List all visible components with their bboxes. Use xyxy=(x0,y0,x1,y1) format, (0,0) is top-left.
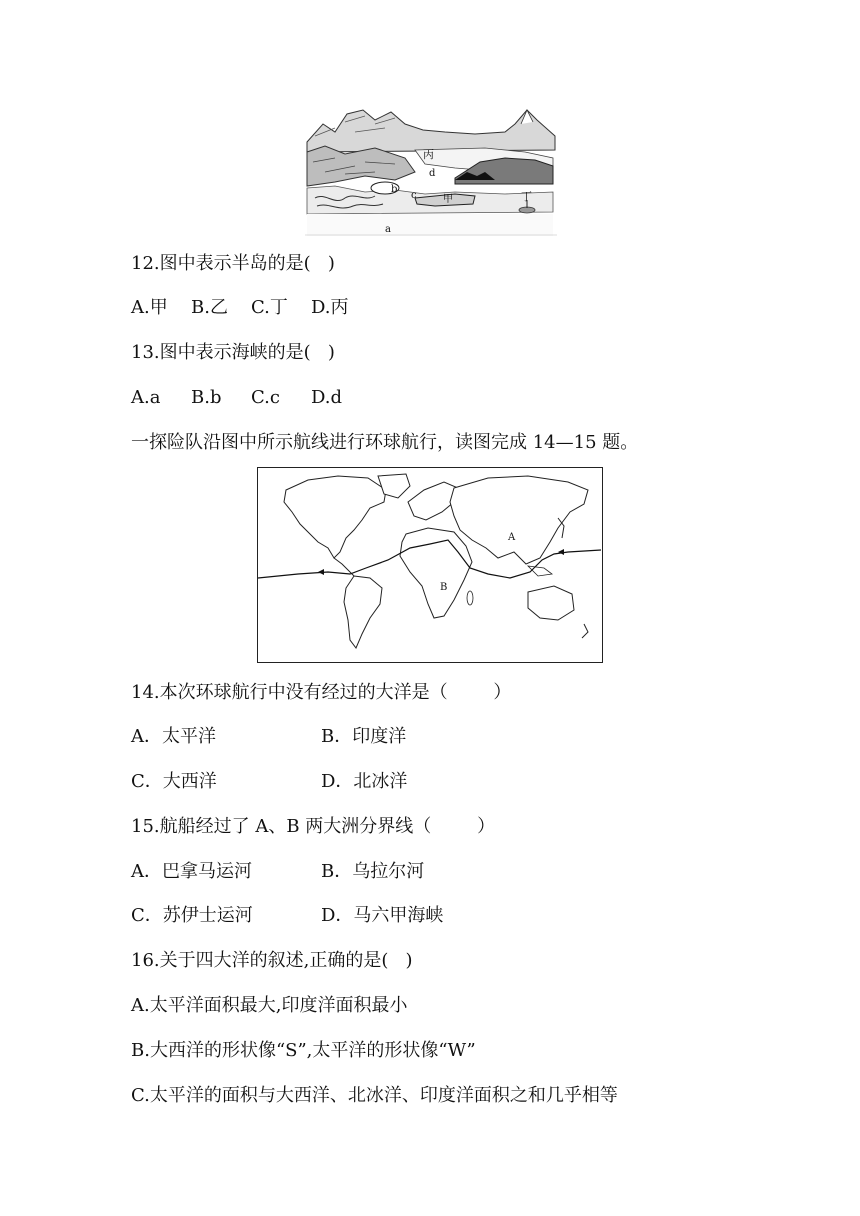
question-12-option-b: B.乙 xyxy=(191,297,228,318)
question-14-option-b: B．印度洋 xyxy=(321,726,407,747)
label-jia: 甲 xyxy=(443,194,453,205)
question-15-option-d: D．马六甲海峡 xyxy=(321,905,444,926)
label-bing: 丙 xyxy=(423,148,434,161)
question-15-option-c: C．苏伊士运河 xyxy=(131,905,253,926)
question-14-stem: 14.本次环球航行中没有经过的大洋是（ ） xyxy=(131,682,512,703)
question-14-options-row1 xyxy=(131,725,531,749)
label-continent-a: A xyxy=(508,532,516,543)
landform-sketch-figure xyxy=(305,102,557,236)
question-15-option-a: A．巴拿马运河 xyxy=(131,861,252,882)
question-12-options xyxy=(131,296,431,320)
question-13-option-b: B.b xyxy=(191,387,222,408)
question-16-option-c: C.太平洋的面积与大西洋、北冰洋、印度洋面积之和几乎相等 xyxy=(131,1085,618,1106)
question-13-stem: 13.图中表示海峡的是( ) xyxy=(131,342,335,363)
passage-intro: 一探险队沿图中所示航线进行环球航行，读图完成 14—15 题。 xyxy=(131,432,639,453)
question-15-stem: 15.航船经过了 A、B 两大洲分界线（ ） xyxy=(131,816,496,837)
label-d: d xyxy=(429,168,436,179)
question-16-option-a: A.太平洋面积最大,印度洋面积最小 xyxy=(131,995,408,1016)
world-route-map xyxy=(257,467,603,663)
question-15-options-row2 xyxy=(131,904,531,928)
label-continent-b: B xyxy=(440,582,448,593)
label-b: b xyxy=(391,184,398,195)
question-14-options-row2 xyxy=(131,770,531,794)
question-12-option-c: C.丁 xyxy=(251,297,288,318)
world-map-drawing xyxy=(258,468,601,661)
question-15-options-row1 xyxy=(131,860,531,884)
question-13-options xyxy=(131,386,431,410)
question-16-stem: 16.关于四大洋的叙述,正确的是( ) xyxy=(131,950,413,971)
question-14-option-d: D．北冰洋 xyxy=(321,771,408,792)
question-15-option-b: B．乌拉尔河 xyxy=(321,861,425,882)
question-12-stem: 12.图中表示半岛的是( ) xyxy=(131,253,335,274)
question-12-option-a: A.甲 xyxy=(131,297,168,318)
question-13-option-a: A.a xyxy=(131,387,161,408)
question-13-option-c: C.c xyxy=(251,387,280,408)
label-ding: 丁 xyxy=(521,190,532,203)
question-13-option-d: D.d xyxy=(311,387,343,408)
question-12-option-d: D.丙 xyxy=(311,297,349,318)
question-16-option-b: B.大西洋的形状像“S”,太平洋的形状像“W” xyxy=(131,1040,476,1061)
question-14-option-a: A．太平洋 xyxy=(131,726,216,747)
label-c: c xyxy=(411,190,417,201)
label-a: a xyxy=(385,224,391,235)
question-14-option-c: C．大西洋 xyxy=(131,771,217,792)
